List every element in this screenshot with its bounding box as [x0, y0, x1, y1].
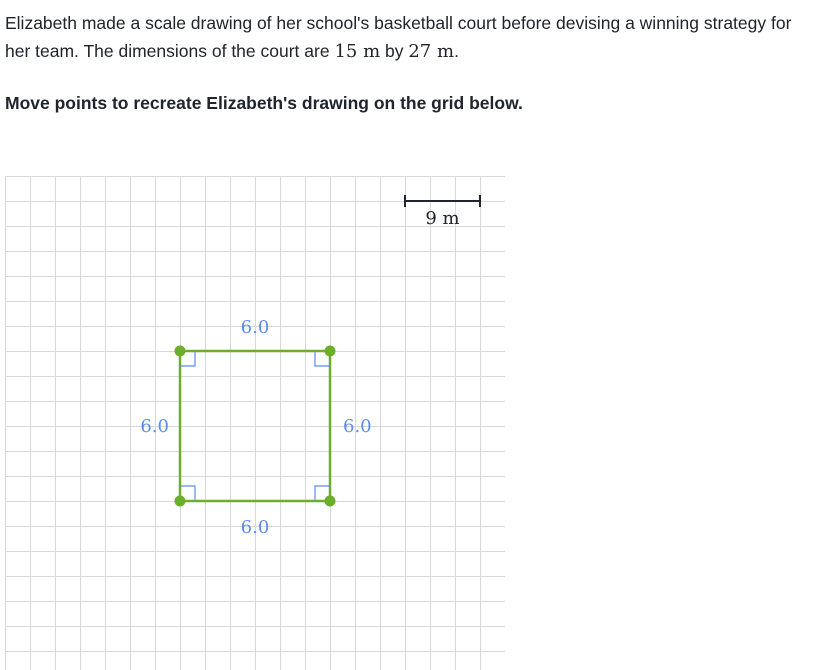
scale-bar	[405, 195, 480, 229]
problem-statement	[5, 9, 810, 66]
problem-text-after: .	[454, 41, 459, 61]
grid-canvas[interactable]	[5, 176, 505, 670]
court-width: 15 m	[334, 41, 381, 62]
point-handle-top-left[interactable]	[175, 346, 186, 357]
court-length: 27 m	[408, 41, 455, 62]
instruction: Move points to recreate Elizabeth's drawing on the grid below.	[5, 93, 523, 113]
problem-text-middle: by	[380, 41, 409, 61]
scale-bar-label: 9 m	[425, 208, 460, 229]
grid-lines	[5, 176, 505, 670]
drawing-grid[interactable]	[5, 176, 505, 670]
side-length-label-right: 6.0	[343, 416, 372, 437]
point-handle-bottom-left[interactable]	[175, 496, 186, 507]
side-length-label-left: 6.0	[140, 416, 169, 437]
problem-text-before: Elizabeth made a scale drawing of her school's basketball court before devising a winning strategy for her team. The dimensions of the court are	[5, 13, 792, 61]
side-length-label-top: 6.0	[240, 317, 270, 338]
side-length-label-bottom: 6.0	[240, 517, 270, 538]
point-handle-top-right[interactable]	[325, 346, 336, 357]
point-handle-bottom-right[interactable]	[325, 496, 336, 507]
